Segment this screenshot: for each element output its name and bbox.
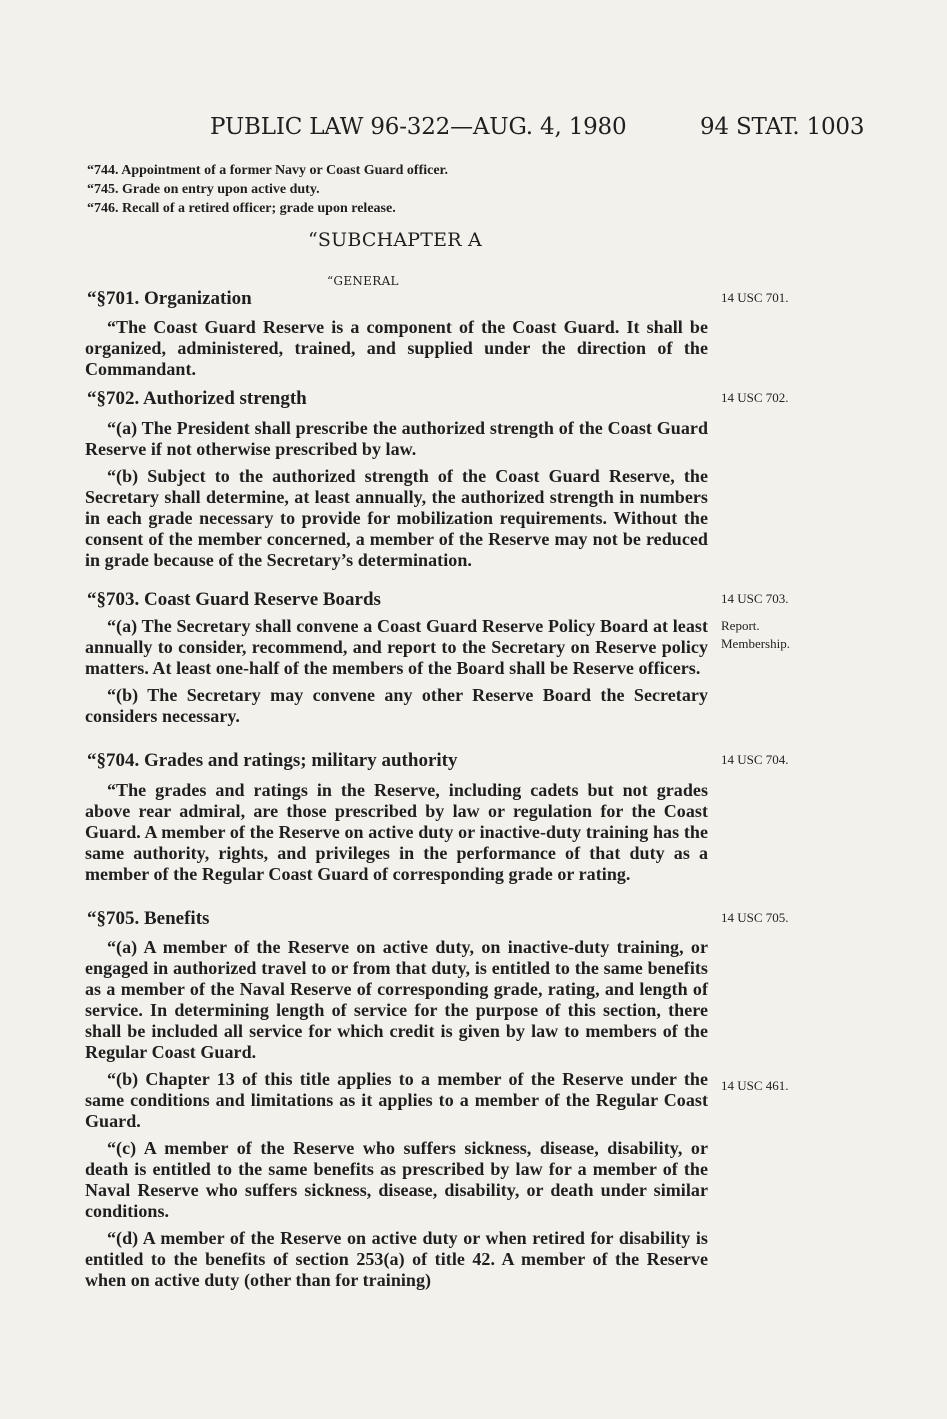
- section-body-702: [85, 418, 708, 577]
- section-paragraph: “(b) Subject to the authorized strength of the Coast Guard Reserve, the Secretary shall determine, at least annually, the authorized strength in numbers in each grade necessary to provide for mobilization requirements. Without the consent of the member concerned, a member of the Reserve may not be reduced in grade because of the Secretary’s determination.: [85, 466, 708, 570]
- section-body-703: [85, 616, 708, 733]
- section-heading-701: “§701. Organization: [87, 288, 252, 309]
- toc-item: “746. Recall of a retired officer; grade upon release.: [87, 201, 396, 216]
- toc-item: “744. Appointment of a former Navy or Coast Guard officer.: [87, 163, 448, 178]
- margin-note-membership: Membership.: [721, 636, 790, 651]
- section-paragraph: “(a) A member of the Reserve on active duty, on inactive-duty training, or engaged in authorized travel to or from that duty, is entitled to the same benefits as a member of the Naval Reserve of corresponding grade, rating, and length of service. In determining length of service for the purpose of this section, there shall be included all service for which credit is given by law to members of the Regular Coast Guard.: [85, 937, 708, 1062]
- section-paragraph: “(a) The President shall prescribe the authorized strength of the Coast Guard Reserve if not otherwise prescribed by law.: [85, 418, 708, 459]
- subchapter-heading: “SUBCHAPTER A: [308, 229, 482, 251]
- section-paragraph: “(c) A member of the Reserve who suffers sickness, disease, disability, or death is entitled to the same benefits as prescribed by law for a member of the Naval Reserve who suffers sickness, disease, disability, or death under similar conditions.: [85, 1138, 708, 1221]
- group-heading: “GENERAL: [327, 274, 399, 288]
- section-paragraph: “(b) The Secretary may convene any other Reserve Board the Secretary considers necessary.: [85, 685, 708, 726]
- margin-citation-702: 14 USC 702.: [721, 390, 789, 405]
- margin-citation-461: 14 USC 461.: [721, 1078, 789, 1093]
- table-of-contents: [87, 161, 647, 218]
- page-header: PUBLIC LAW 96-322—AUG. 4, 1980: [210, 114, 627, 140]
- section-body-705: [85, 937, 708, 1297]
- margin-citation-704: 14 USC 704.: [721, 752, 789, 767]
- page-number: 94 STAT. 1003: [700, 114, 865, 140]
- section-heading-702: “§702. Authorized strength: [87, 388, 307, 409]
- section-paragraph: “The Coast Guard Reserve is a component of the Coast Guard. It shall be organized, administered, trained, and supplied under the direction of the Commandant.: [85, 317, 708, 379]
- margin-note-report: Report.: [721, 618, 760, 633]
- section-paragraph: “(a) The Secretary shall convene a Coast Guard Reserve Policy Board at least annually to consider, recommend, and report to the Secretary on Reserve policy matters. At least one-half of the members of the Board shall be Reserve officers.: [85, 616, 708, 678]
- section-heading-703: “§703. Coast Guard Reserve Boards: [87, 589, 381, 610]
- toc-item: “745. Grade on entry upon active duty.: [87, 182, 320, 197]
- margin-citation-701: 14 USC 701.: [721, 290, 789, 305]
- section-paragraph: “The grades and ratings in the Reserve, including cadets but not grades above rear admiral, are those prescribed by law or regulation for the Coast Guard. A member of the Reserve on active duty or inactive-duty training has the same authority, rights, and privileges in the performance of that duty as a member of the Regular Coast Guard of corresponding grade or rating.: [85, 780, 708, 884]
- section-body-701: [85, 317, 708, 386]
- section-paragraph: “(d) A member of the Reserve on active duty or when retired for disability is entitled to the benefits of section 253(a) of title 42. A member of the Reserve when on active duty (other than for training): [85, 1228, 708, 1290]
- section-heading-704: “§704. Grades and ratings; military authority: [87, 750, 458, 771]
- section-paragraph: “(b) Chapter 13 of this title applies to a member of the Reserve under the same conditions and limitations as it applies to a member of the Regular Coast Guard.: [85, 1069, 708, 1131]
- margin-citation-703: 14 USC 703.: [721, 591, 789, 606]
- section-body-704: [85, 780, 708, 891]
- margin-citation-705: 14 USC 705.: [721, 910, 789, 925]
- section-heading-705: “§705. Benefits: [87, 908, 210, 929]
